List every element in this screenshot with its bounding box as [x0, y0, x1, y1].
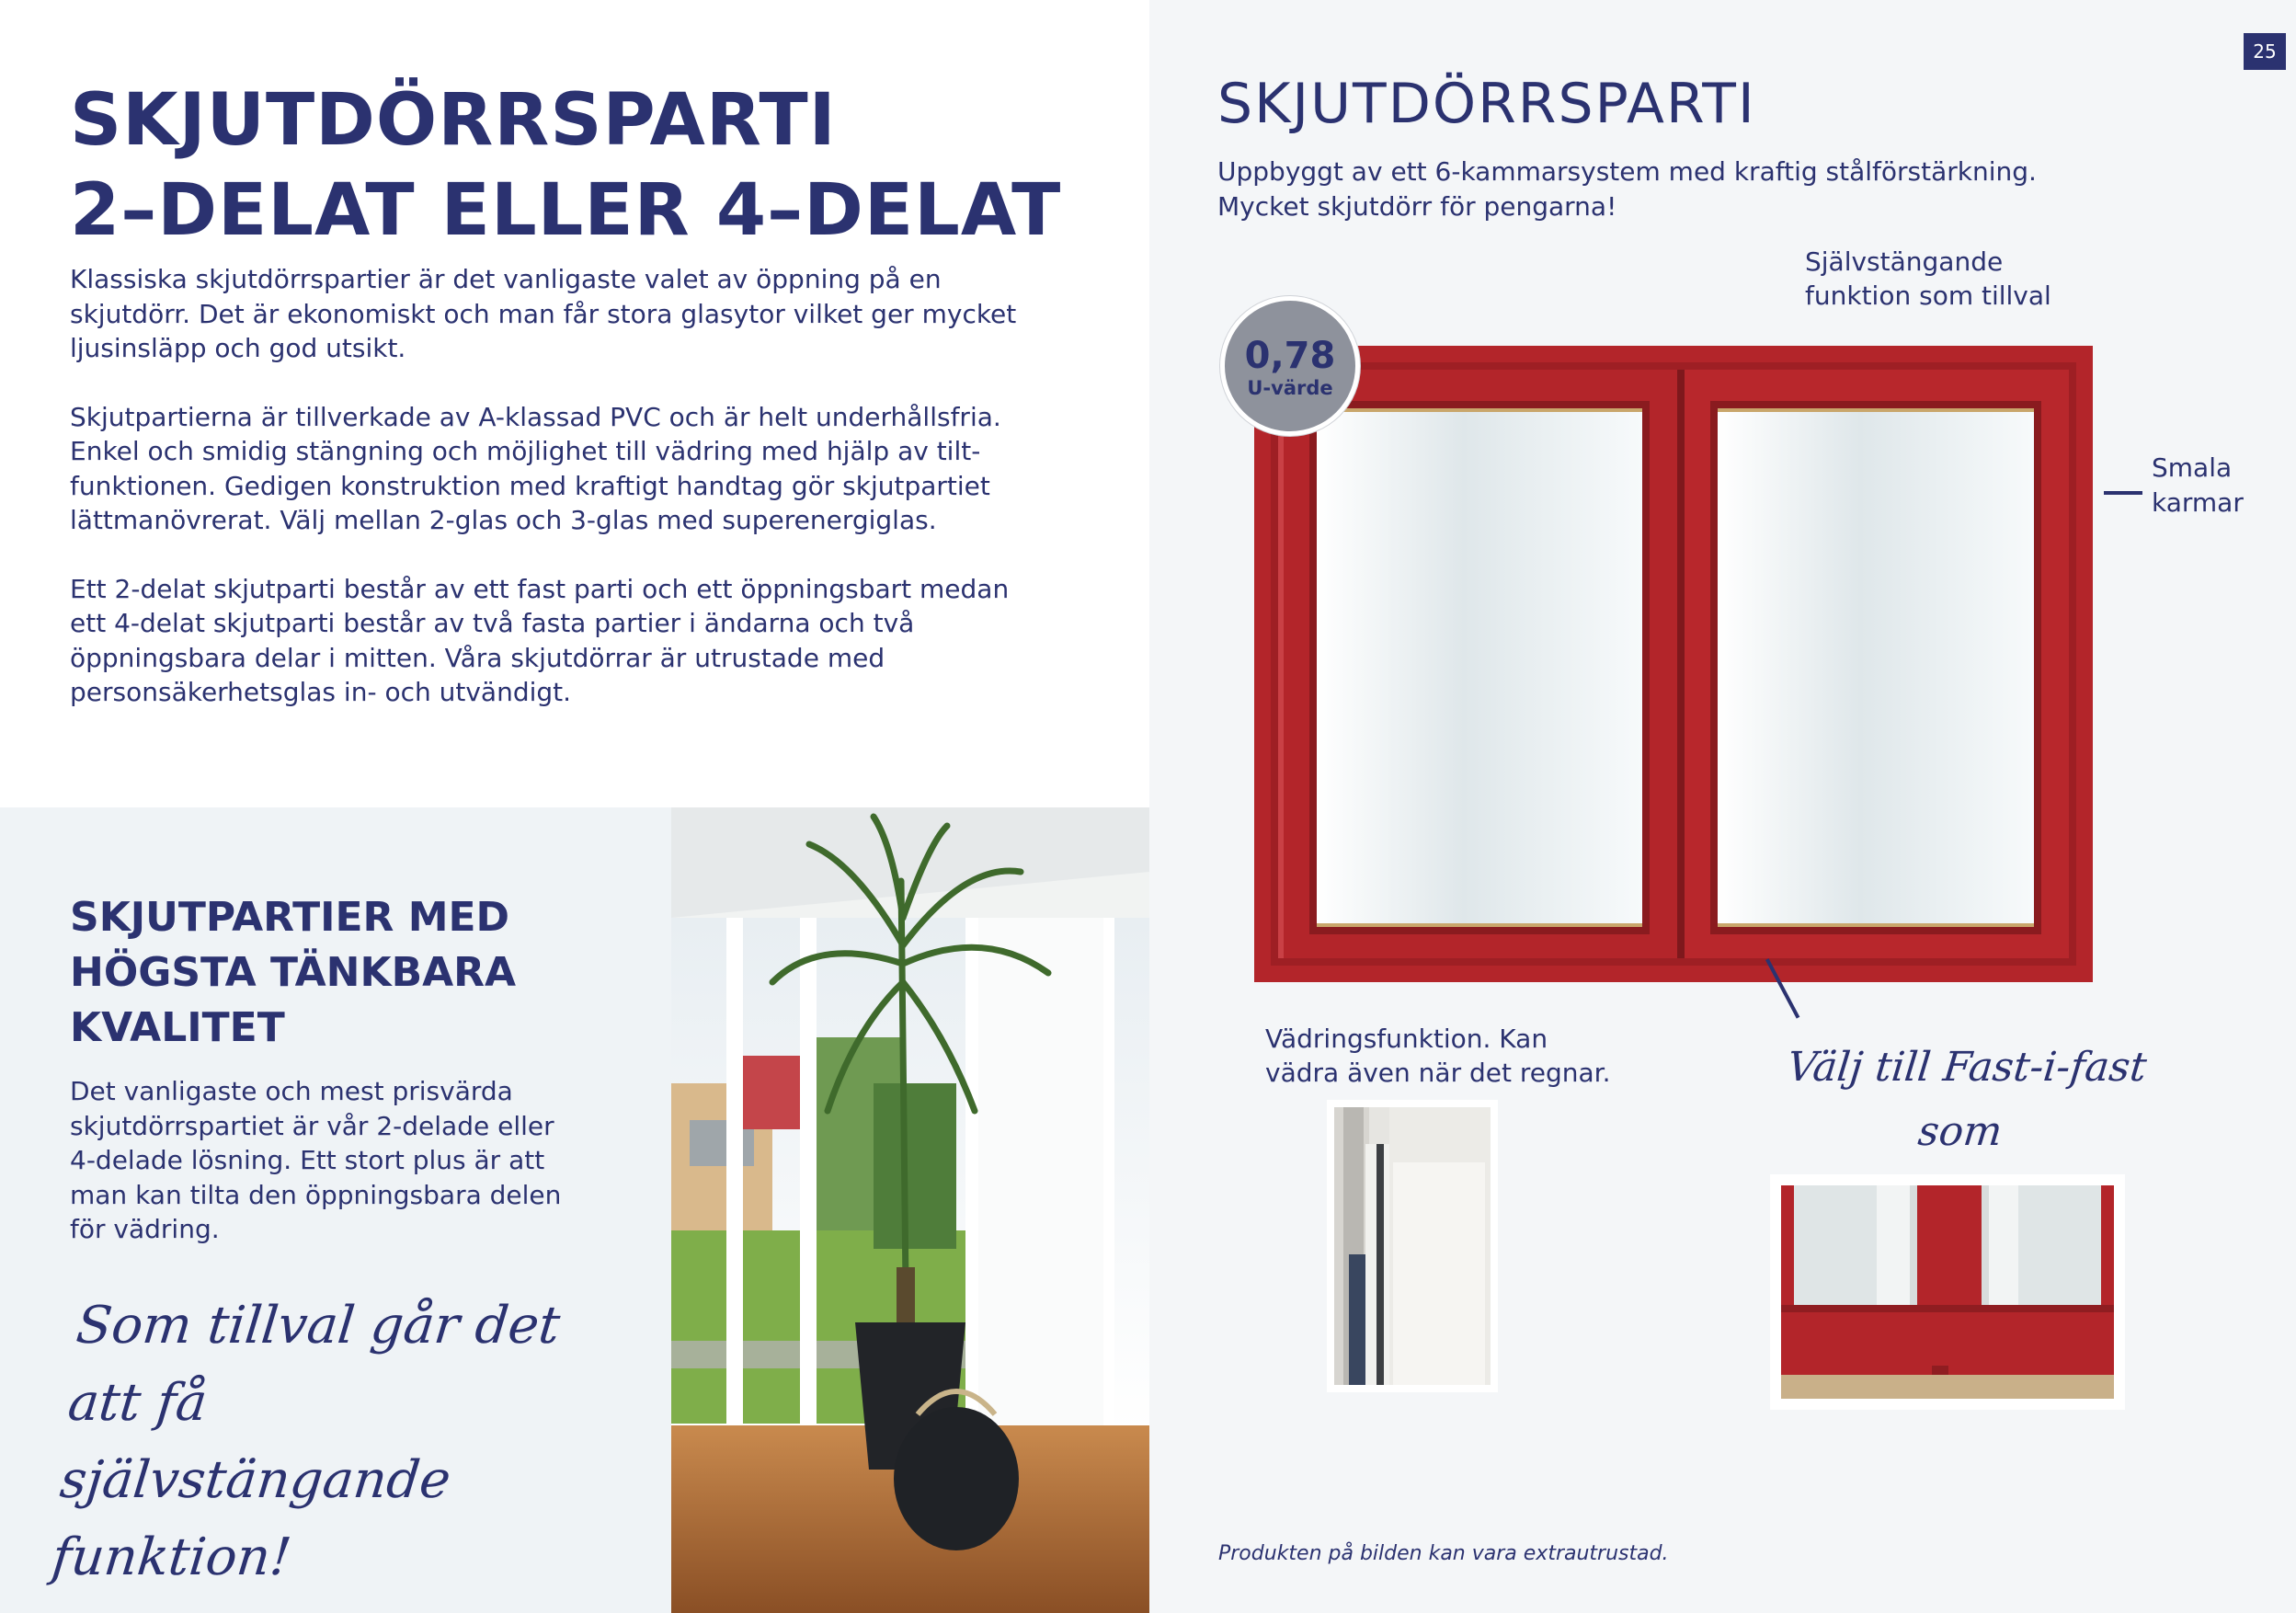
quality-heading — [70, 890, 640, 1056]
callout-line: Välj till Fast-i-fast som — [1785, 1044, 2149, 1155]
u-value-label: U-värde — [1247, 377, 1333, 399]
intro-paragraph: Skjutpartierna är tillverkade av A-klassad PVC och är helt underhållsfria. Enkel och smidig stängning och möjlighet till vädring med hjälp av tilt-funktionen. Gedigen konstruktion med kraftigt handtag gör skjutpartiet lättmanövrerat. Välj mellan 2-glas och 3-glas med superenergiglas. — [70, 401, 1001, 535]
quality-heading-line: HÖGSTA TÄNKBARA — [70, 949, 517, 996]
main-title — [70, 75, 1081, 256]
narrow-frames-note — [2152, 451, 2244, 521]
callout-line: Som tillval går det att få — [65, 1296, 563, 1433]
self-closing-callout — [48, 1287, 650, 1596]
quality-heading-line: SKJUTPARTIER MED — [70, 894, 510, 941]
note-line: vädra även när det regnar. — [1265, 1058, 1611, 1088]
intro-text — [70, 262, 1045, 744]
main-title-line: 2–DELAT ELLER 4–DELAT — [70, 169, 1062, 252]
disclaimer-footer: Produkten på bilden kan vara extrautrustad. — [1218, 1542, 1669, 1565]
fast-i-fast-photo — [1770, 1174, 2125, 1410]
callout-line: självstängande funktion! — [49, 1450, 454, 1587]
right-subtitle-line: Mycket skjutdörr för pengarna! — [1217, 191, 1617, 222]
note-line: Smala — [2152, 452, 2233, 483]
ventilation-photo — [1327, 1100, 1498, 1392]
self-closing-note — [1805, 245, 2051, 313]
main-title-line: SKJUTDÖRRSPARTI — [70, 79, 837, 162]
frame-leader-line — [2104, 491, 2142, 495]
ventilation-note — [1265, 1022, 1611, 1090]
sliding-door-illustration — [1251, 342, 2096, 986]
note-line: Vädringsfunktion. Kan — [1265, 1024, 1548, 1054]
u-value-badge — [1220, 296, 1360, 436]
interior-photo — [671, 807, 1149, 1613]
intro-paragraph: Klassiska skjutdörrspartier är det vanligaste valet av öppning på en skjutdörr. Det är ekonomiskt och man får stora glasytor vilket ger mycket ljusinsläpp och god utsikt. — [70, 264, 1017, 363]
quality-body: Det vanligaste och mest prisvärda skjutdörrspartiet är vår 2-delade eller 4-delade lösning. Ett stort plus är att man kan tilta den öppningsbara delen för vädring. — [70, 1076, 562, 1244]
note-line: Självstängande — [1805, 246, 2004, 277]
right-subtitle — [1217, 154, 2137, 224]
note-line: karmar — [2152, 487, 2244, 518]
note-line: funktion som tillval — [1805, 280, 2051, 311]
quality-heading-line: KVALITET — [70, 1004, 285, 1051]
u-value: 0,78 — [1244, 335, 1336, 377]
right-subtitle-line: Uppbyggt av ett 6-kammarsystem med kraftig stålförstärkning. — [1217, 156, 2037, 187]
right-title: SKJUTDÖRRSPARTI — [1217, 72, 1756, 136]
page-number: 25 — [2244, 33, 2286, 70]
intro-paragraph: Ett 2-delat skjutparti består av ett fast parti och ett öppningsbart medan ett 4-delat skjutparti består av två fasta partier i ändarna och två öppningsbara delar i mitten. Våra skjutdörrar är utrustade med personsäkerhetsglas in- och utvändigt. — [70, 573, 1010, 707]
